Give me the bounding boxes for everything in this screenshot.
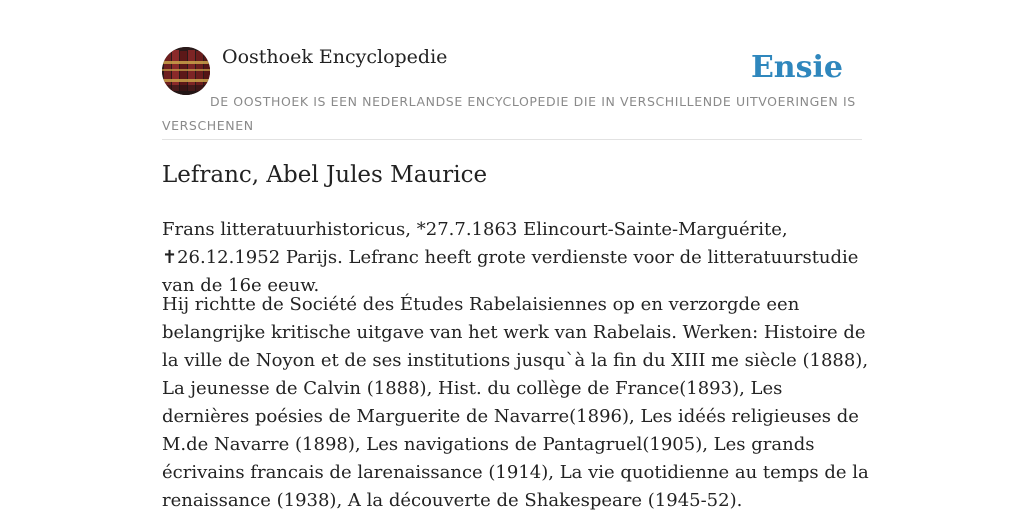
source-name[interactable]: Oosthoek Encyclopedie (222, 46, 448, 68)
article-paragraph: Hij richtte de Société des Études Rabelaisiennes op en verzorgde een belangrijke kritische uitgave van het werk van Rabelais. Werken: Histoire de la ville de Noyon et de ses institutions jusqu`à la fin du XIII me siècle (1888), La jeunesse de Calvin (1888), Hist. du collège de France(1893), Les dernières poésies de Marguerite de Navarre(1896), Les idéés religieuses de M.de Navarre (1898), Les navigations de Pantagruel(1905), Les grands écrivains francais de larenaissance (1914), La vie quotidienne au temps de la renaissance (1938), A la découverte de Shakespeare (1945-52). (162, 294, 869, 511)
brand-logo[interactable]: Ensie (750, 50, 843, 85)
article-paragraph: Frans litteratuurhistoricus, *27.7.1863 Elincourt-Sainte-Marguérite, ✝26.12.1952 Parijs. Lefranc heeft grote verdienste voor de litteratuurstudie van de 16e eeuw. (162, 219, 859, 296)
source-tagline: DE OOSTHOEK IS EEN NEDERLANDSE ENCYCLOPEDIE DIE IN VERSCHILLENDE UITVOERINGEN IS VERSCHENEN (162, 94, 856, 133)
source-header (162, 0, 862, 140)
article-title: Lefranc, Abel Jules Maurice (162, 162, 488, 188)
page (162, 0, 869, 511)
encyclopedia-books-icon[interactable] (162, 47, 210, 95)
